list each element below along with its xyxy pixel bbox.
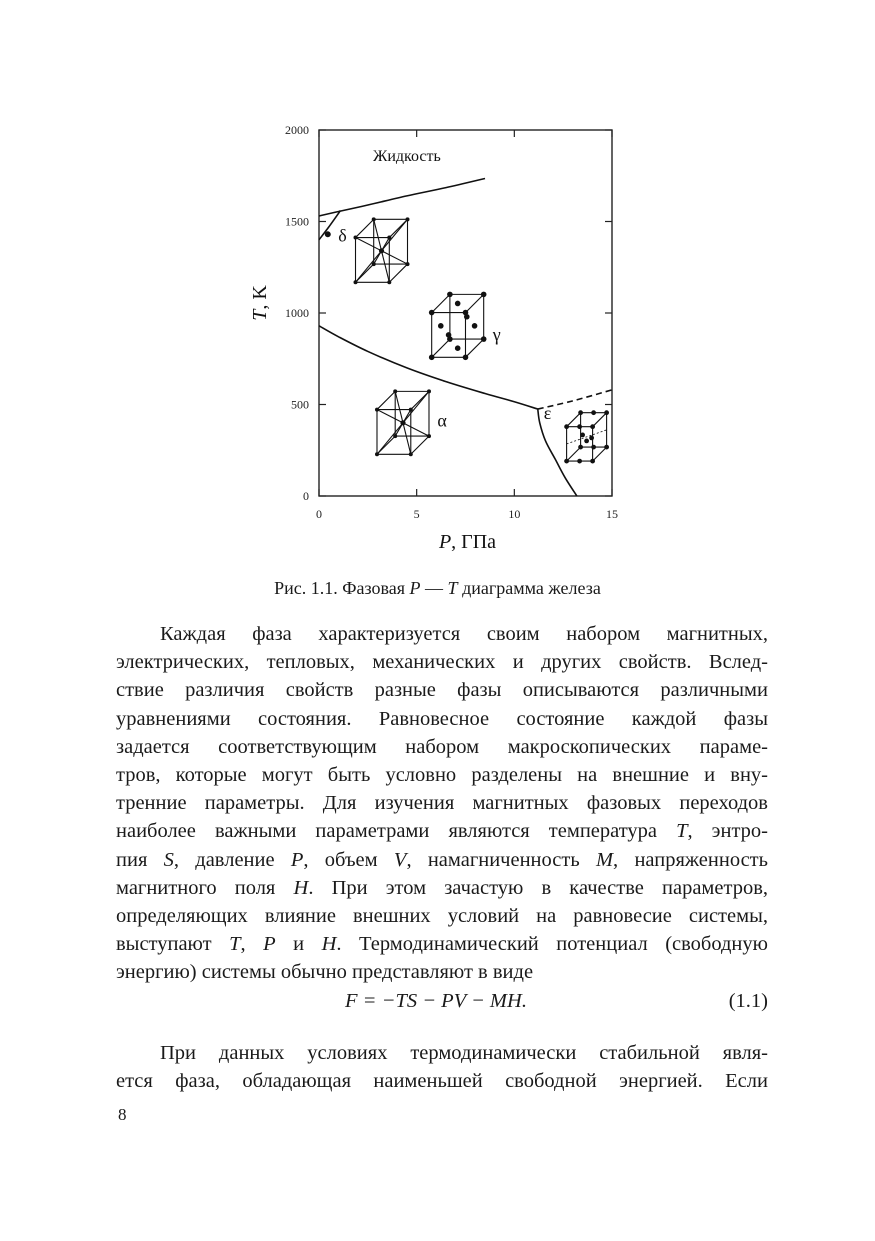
atom [564,459,569,464]
atom [406,262,410,266]
paragraph-line: тров, которые могут быть условно разделены на внешние и вну- [116,764,768,787]
atom [427,389,431,393]
x-tick-label: 10 [508,507,521,521]
atom [354,280,358,284]
atom [578,410,583,415]
atom [393,434,397,438]
atom [375,408,379,412]
paragraph-1 [116,620,768,987]
crystal-structures [354,217,610,463]
paragraph-line: При данных условиях термодинамически стабильной явля- [160,1042,768,1064]
x-tick-label: 5 [413,507,420,521]
page-number: 8 [118,1105,127,1124]
y-tick-label: 1500 [285,214,309,229]
caption-dash: — [420,578,448,598]
crystal-hcp-icon [564,410,609,463]
y-axis-var: T [249,309,271,321]
caption-p: P [409,578,421,598]
paragraph-line: тренние параметры. Для изучения магнитных фазовых переходов [116,792,768,815]
paragraph-2 [116,1039,768,1095]
atom [447,292,453,298]
atom [577,459,582,464]
phase-label: Жидкость [373,148,441,166]
atom [438,323,444,329]
equation-formula: F = −TS − PV − MH. [345,990,527,1012]
var-p: P [263,933,276,956]
paragraph-line: Каждая фаза характеризуется своим набором магнитных, [160,623,768,645]
text-run: , напряженность [613,848,768,871]
var-h: H [293,876,309,899]
paragraph-line: задается соответствующим набором макроскопических параме- [116,735,768,758]
text-run: магнитного поля [116,876,294,899]
phase-label: α [437,410,447,431]
atom [591,410,596,415]
var-v: V [393,848,407,871]
atom [481,336,487,342]
crystal-bcc-icon [375,389,431,456]
atom [472,323,478,329]
boundary-alpha-gamma [319,326,538,409]
atom [400,420,405,425]
var-h: H [321,933,337,956]
crystal-fcc-icon [429,292,487,361]
text-run: , давление [173,848,291,871]
cube-edge [432,339,450,357]
cube-edge [377,391,395,409]
y-axis-unit: , K [249,285,271,310]
paragraph-line [116,817,768,845]
atom [589,436,594,441]
cube-edge [411,436,429,454]
atom [604,445,609,450]
paragraph-line: уравнениями состояния. Равновесное состояние каждой фазы [116,707,768,730]
paragraph-line: ется фаза, обладающая наименьшей свободной энергией. Если [116,1070,768,1093]
atom [564,424,569,429]
text-run: . Термодинамический потенциал (свободную [336,933,768,956]
text-run: и [275,933,322,956]
atom [379,248,384,253]
phase-label: γ [492,324,501,345]
text-run: . При этом зачастую в качестве параметров, [308,876,768,899]
var-t: T [676,820,688,843]
text-run: , намагниченность [406,848,596,871]
text-run: , [240,933,264,956]
atom [429,355,435,361]
atom [580,433,585,438]
chart-labels [249,148,552,553]
y-tick-label: 1000 [285,306,309,320]
x-tick-label: 15 [606,507,618,521]
text-run: пия [116,848,164,871]
atom [387,280,391,284]
crystal-bcc-icon [354,217,410,284]
var-p: P [290,848,304,871]
atom [409,452,413,456]
paragraph-line: энергию) системы обычно представляют в виде [116,961,534,984]
caption-t: T [447,578,458,598]
atom [372,217,376,221]
var-m: M [595,848,614,871]
paragraph-line [116,846,768,874]
atom [446,332,452,338]
atom [455,301,461,307]
atom [578,445,583,450]
var-t: T [229,933,241,956]
var-s: S [163,848,174,871]
y-tick-label: 500 [291,397,309,412]
text-run: наиболее важными параметрами являются температура [116,820,677,843]
phase-label: δ [338,225,347,246]
cube-edge [389,264,407,282]
y-tick-label: 0 [303,489,309,503]
atom [354,236,358,240]
y-tick-label: 2000 [285,123,309,137]
atom [464,314,470,320]
boundary-melting [319,178,485,216]
y-axis-title [249,285,271,321]
equation-1-1 [116,990,768,1020]
atom [584,439,589,444]
atom [481,292,487,298]
delta-triple-point [325,231,331,237]
x-axis-unit: , ГПа [451,531,497,553]
atom [577,424,582,429]
atom [463,355,469,361]
equation-number: (1.1) [728,990,768,1012]
atom [375,452,379,456]
atom [427,434,431,438]
paragraph-line [116,874,768,902]
cube-edge [465,294,483,312]
cube-edge [465,339,483,357]
text-run: выступают [116,933,230,956]
caption-suffix: диаграмма железа [457,578,601,598]
atom [393,389,397,393]
atom [429,310,435,316]
paragraph-line: ствие различия свойств разные фазы описываются различными [116,679,768,702]
atom [372,262,376,266]
x-tick-label: 0 [316,507,322,521]
atom [409,408,413,412]
atom [591,445,596,450]
caption-prefix: Рис. 1.1. Фазовая [274,578,410,598]
paragraph-line: электрических, тепловых, механических и других свойств. Вслед- [116,651,768,674]
atom [455,345,461,351]
phase-diagram [0,0,875,570]
phase-label: ε [543,403,552,424]
cube-edge [432,294,450,312]
paragraph-line: определяющих влияние внешних условий на равновесие системы, [116,905,768,928]
x-axis-title [438,531,496,553]
x-axis-var: P [438,531,452,553]
cube-edge [356,219,374,237]
figure-caption [0,578,875,599]
paragraph-line [116,930,768,958]
atom [406,217,410,221]
atom [604,410,609,415]
atom [590,459,595,464]
text-run: , энтро- [687,820,768,843]
atom [387,236,391,240]
text-run: , объем [303,848,394,871]
atom [590,424,595,429]
